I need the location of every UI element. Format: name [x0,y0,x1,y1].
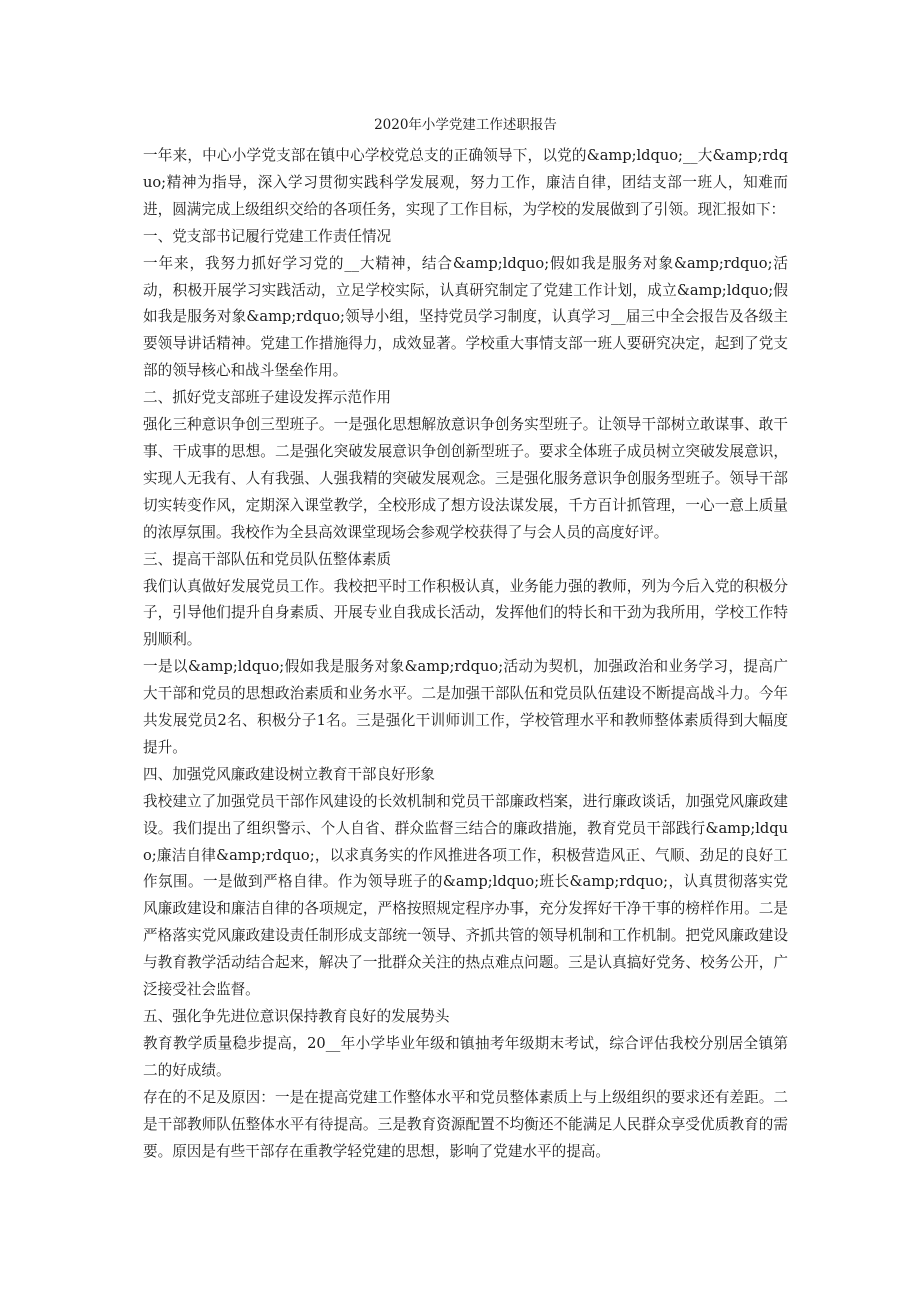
section-4-paragraph-1: 我校建立了加强党员干部作风建设的长效机制和党员干部廉政档案，进行廉政谈话，加强党风廉政建设。我们提出了组织警示、个人自省、群众监督三结合的廉政措施，教育党员干部践行&amp;ldquo;廉洁自律&amp;rdquo;，以求真务实的作风推进各项工作，积极营造风正、气顺、劲足的良好工作氛围。一是做到严格自律。作为领导班子的&amp;ldquo;班长&amp;rdquo;，认真贯彻落实党风廉政建设和廉洁自律的各项规定，严格按照规定程序办事，充分发挥好干净干事的榜样作用。二是严格落实党风廉政建设责任制形成支部统一领导、齐抓共管的领导机制和工作机制。把党风廉政建设与教育教学活动结合起来，解决了一批群众关注的热点难点问题。三是认真搞好党务、校务公开，广泛接受社会监督。 [143,792,788,999]
section-1-paragraph-1: 一年来，我努力抓好学习党的__大精神，结合&amp;ldquo;假如我是服务对象&amp;rdquo;活动，积极开展学习实践活动，立足学校实际，认真研究制定了党建工作计划，成立&amp;ldquo;假如我是服务对象&amp;rdquo;领导小组，坚持党员学习制度，认真学习__届三中全会报告及各级主要领导讲话精神。党建工作措施得力，成效显著。学校重大事情支部一班人要研究决定，起到了党支部的领导核心和战斗堡垒作用。 [143,254,788,380]
section-1-heading: 一、党支部书记履行党建工作责任情况 [143,227,392,245]
section-3-paragraph-1: 我们认真做好发展党员工作。我校把平时工作积极认真，业务能力强的教师，列为今后入党的积极分子，引导他们提升自身素质、开展专业自我成长活动，发挥他们的特长和干劲为我所用，学校工作特别顺利。 [143,577,788,649]
section-4-heading: 四、加强党风廉政建设树立教育干部良好形象 [143,765,435,783]
document-title: 2020年小学党建工作述职报告 [374,117,557,133]
section-3-heading: 三、提高干部队伍和党员队伍整体素质 [143,550,392,568]
section-5-paragraph-1: 教育教学质量稳步提高，20__年小学毕业年级和镇抽考年级期末考试，综合评估我校分别居全镇第二的好成绩。 [143,1034,788,1079]
document-page [143,112,788,1165]
section-2-paragraph-1: 强化三种意识争创三型班子。一是强化思想解放意识争创务实型班子。让领导干部树立敢谋事、敢干事、干成事的思想。二是强化突破发展意识争创创新型班子。要求全体班子成员树立突破发展意识，实现人无我有、人有我强、人强我精的突破发展观念。三是强化服务意识争创服务型班子。领导干部切实转变作风，定期深入课堂教学，全校形成了想方设法谋发展，千方百计抓管理，一心一意上质量的浓厚氛围。我校作为全县高效课堂现场会参观学校获得了与会人员的高度好评。 [143,416,788,541]
section-5-heading: 五、强化争先进位意识保持教育良好的发展势头 [143,1008,450,1025]
section-5-paragraph-2: 存在的不足及原因：一是在提高党建工作整体水平和党员整体素质上与上级组织的要求还有差距。二是干部教师队伍整体水平有待提高。三是教育资源配置不均衡还不能满足人民群众享受优质教育的需要。原因是有些干部存在重教学轻党建的思想，影响了党建水平的提高。 [143,1088,788,1160]
intro-paragraph: 一年来，中心小学党支部在镇中心学校党总支的正确领导下，以党的&amp;ldquo;__大&amp;rdquo;精神为指导，深入学习贯彻实践科学发展观，努力工作，廉洁自律，团结支部一班人，知难而进，圆满完成上级组织交给的各项任务，实现了工作目标，为学校的发展做到了引领。现汇报如下： [143,147,788,218]
section-2-heading: 二、抓好党支部班子建设发挥示范作用 [143,389,392,407]
section-3-paragraph-2: 一是以&amp;ldquo;假如我是服务对象&amp;rdquo;活动为契机，加强政治和业务学习，提高广大干部和党员的思想政治素质和业务水平。二是加强干部队伍和党员队伍建设不断提高战斗力。今年共发展党员2名、积极分子1名。三是强化干训师训工作，学校管理水平和教师整体素质得到大幅度提升。 [143,658,788,756]
